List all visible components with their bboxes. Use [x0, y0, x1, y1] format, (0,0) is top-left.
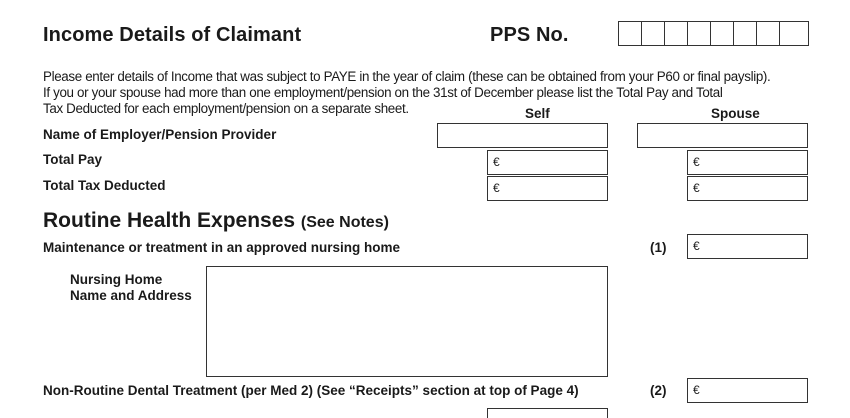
nursing-home-address-textarea[interactable] [206, 266, 608, 377]
euro-symbol: € [493, 155, 500, 169]
pps-cell [711, 22, 734, 46]
pps-cell [642, 22, 665, 46]
routine-section-title [43, 209, 389, 233]
euro-symbol: € [693, 239, 700, 253]
dental-number: (2) [650, 383, 667, 398]
euro-symbol: € [493, 181, 500, 195]
routine-title-text: Routine Health Expenses [43, 209, 296, 232]
euro-symbol: € [693, 155, 700, 169]
spouse-total-tax-input[interactable] [687, 176, 808, 201]
instructions-line-3: Tax Deducted for each employment/pension on a separate sheet. [43, 101, 409, 116]
nursing-home-amount-input[interactable] [687, 234, 808, 259]
dental-amount-input[interactable] [687, 378, 808, 403]
routine-note: (See Notes) [300, 214, 389, 231]
pps-cell [688, 22, 711, 46]
column-spouse: Spouse [711, 106, 760, 121]
spouse-total-pay-input[interactable] [687, 150, 808, 175]
nursing-home-label: Maintenance or treatment in an approved nursing home [43, 240, 401, 255]
home-label-line-1: Nursing Home [70, 272, 163, 287]
euro-symbol: € [693, 383, 700, 397]
pps-cell [665, 22, 688, 46]
total-pay-label: Total Pay [43, 152, 103, 167]
pps-cell [619, 22, 642, 46]
spouse-employer-input[interactable] [637, 123, 808, 148]
employer-label: Name of Employer/Pension Provider [43, 127, 277, 142]
pps-cell [757, 22, 780, 46]
self-total-tax-input[interactable] [487, 176, 608, 201]
next-amount-input[interactable] [487, 408, 608, 418]
pps-cell [734, 22, 757, 46]
instructions-line-1: Please enter details of Income that was subject to PAYE in the year of claim (these can be obtained from your P60 or final payslip). [43, 69, 771, 84]
home-label-line-2: Name and Address [70, 288, 192, 303]
euro-symbol: € [693, 181, 700, 195]
pps-label: PPS No. [490, 24, 569, 46]
dental-label: Non-Routine Dental Treatment (per Med 2) (See “Receipts” section at top of Page 4) [43, 383, 579, 398]
instructions-line-2: If you or your spouse had more than one employment/pension on the 31st of December please list the Total Pay and Total [43, 85, 723, 100]
column-self: Self [525, 106, 550, 121]
pps-number-field[interactable] [618, 21, 809, 46]
nursing-home-number: (1) [650, 240, 667, 255]
self-employer-input[interactable] [437, 123, 608, 148]
form-title: Income Details of Claimant [43, 24, 302, 46]
total-tax-label: Total Tax Deducted [43, 178, 166, 193]
self-total-pay-input[interactable] [487, 150, 608, 175]
